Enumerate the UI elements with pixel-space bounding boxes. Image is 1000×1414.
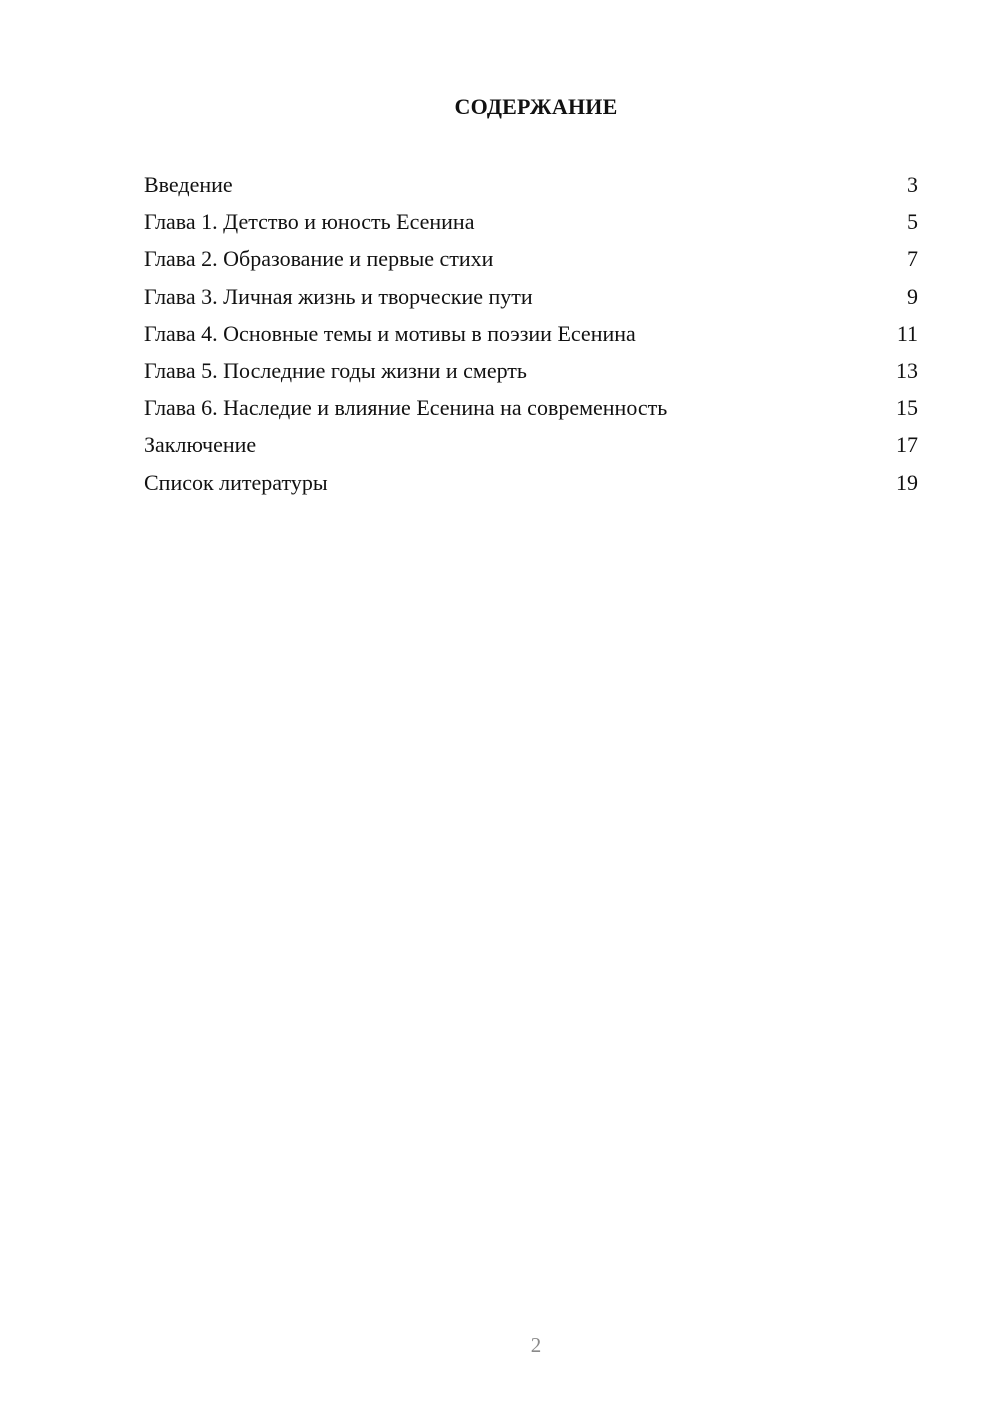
toc-entry-chapter-1	[144, 205, 918, 242]
toc-entry-chapter-4	[144, 317, 918, 354]
toc-entry-label: Глава 1. Детство и юность Есенина	[144, 209, 475, 235]
toc-entry-page: 11	[896, 320, 918, 346]
toc-entry-chapter-3	[144, 280, 918, 317]
toc-entry-page: 3	[907, 172, 918, 197]
toc-entry-bibliography	[144, 466, 918, 503]
toc-entry-label: Глава 6. Наследие и влияние Есенина на современность	[144, 395, 668, 421]
toc-entry-page: 13	[896, 357, 918, 383]
page-number: 2	[530, 1333, 542, 1357]
toc-entry-chapter-6	[144, 391, 918, 428]
toc-entry-label: Глава 3. Личная жизнь и творческие пути	[144, 283, 533, 309]
toc-entry-page: 17	[896, 432, 918, 458]
toc-entry-page: 5	[907, 209, 918, 235]
toc-entry-label: Глава 2. Образование и первые стихи	[144, 246, 494, 272]
toc-entry-page: 7	[907, 246, 918, 272]
toc-entry-label: Введение	[144, 172, 233, 197]
toc-title: СОДЕРЖАНИЕ	[454, 94, 618, 119]
toc-entry-page: 9	[907, 283, 918, 309]
toc-entry-introduction	[144, 168, 918, 205]
toc-entry-chapter-5	[144, 354, 918, 391]
toc-entry-page: 19	[896, 469, 918, 495]
toc-entry-label: Заключение	[144, 432, 257, 458]
toc-entry-label: Список литературы	[144, 469, 328, 495]
toc-entry-label: Глава 5. Последние годы жизни и смерть	[144, 357, 527, 383]
toc-entry-conclusion	[144, 428, 918, 465]
toc-entry-page: 15	[896, 395, 918, 421]
toc-entry-chapter-2	[144, 242, 918, 279]
toc-entry-label: Глава 4. Основные темы и мотивы в поэзии Есенина	[144, 320, 636, 346]
table-of-contents	[144, 168, 918, 503]
